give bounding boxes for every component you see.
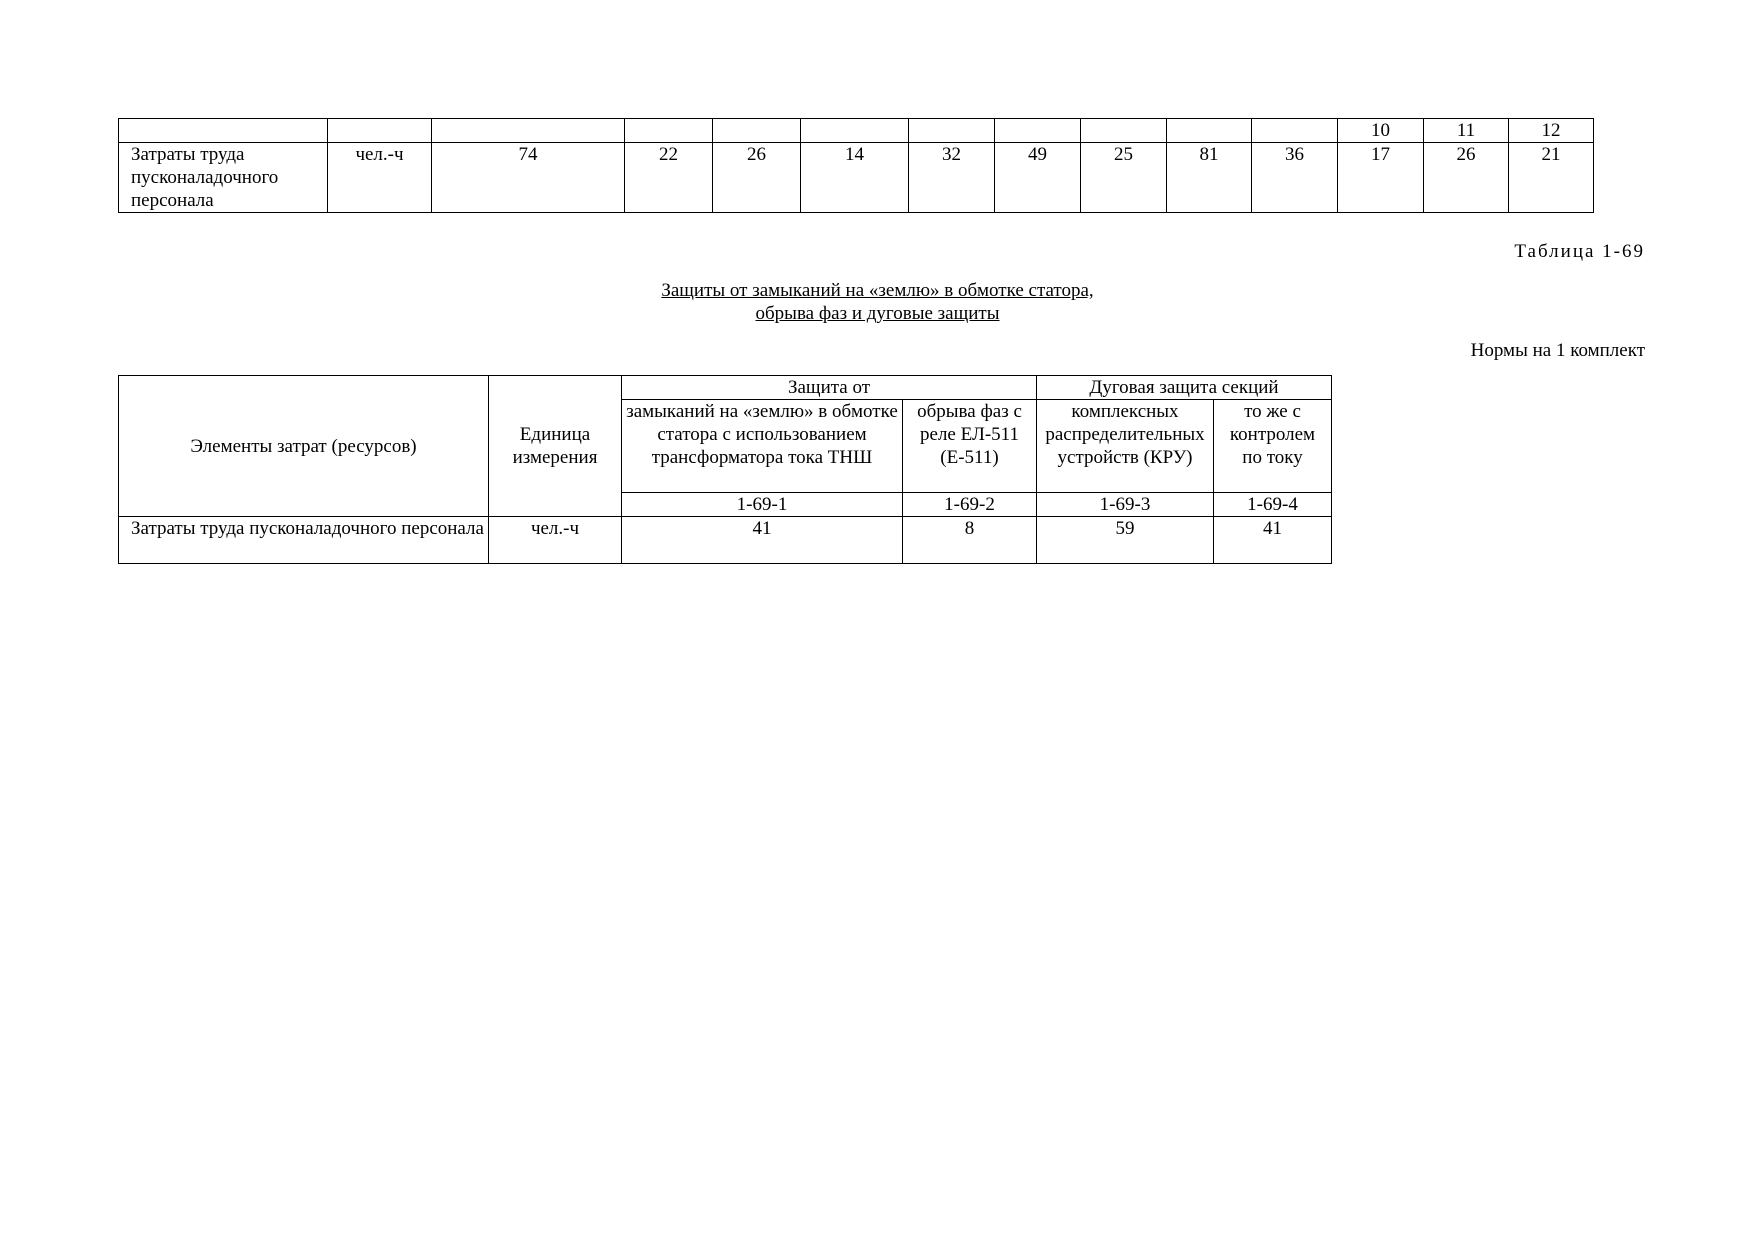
group-header-arc-protection: Дуговая защита секций <box>1037 376 1332 400</box>
header-cell <box>995 119 1081 143</box>
table-title <box>0 279 1755 325</box>
value-cell: 25 <box>1081 143 1167 213</box>
table-number: Таблица 1-69 <box>1514 241 1645 262</box>
header-cell <box>625 119 713 143</box>
value-cell: 26 <box>713 143 801 213</box>
header-cell <box>909 119 995 143</box>
norms-note: Нормы на 1 комплект <box>1470 340 1645 361</box>
row-label: Затраты труда пусконаладочного персонала <box>119 143 328 213</box>
table-row <box>119 517 1332 564</box>
value-cell: 74 <box>432 143 625 213</box>
value-cell: 41 <box>1214 517 1332 564</box>
row-label: Затраты труда пусконаладочного персонала <box>119 517 489 564</box>
row-unit: чел.-ч <box>489 517 622 564</box>
value-cell: 14 <box>801 143 909 213</box>
group-header-protection: Защита от <box>622 376 1037 400</box>
table-header-row <box>119 376 1332 400</box>
header-cell <box>1167 119 1252 143</box>
header-cell <box>328 119 432 143</box>
table-row <box>119 143 1594 213</box>
value-cell: 81 <box>1167 143 1252 213</box>
norms-table <box>118 375 1332 564</box>
norm-code: 1-69-3 <box>1037 493 1214 517</box>
value-cell: 21 <box>1509 143 1594 213</box>
header-cell: 10 <box>1338 119 1424 143</box>
header-cell <box>119 119 328 143</box>
value-cell: 17 <box>1338 143 1424 213</box>
column-header: обрыва фаз с реле ЕЛ-511 (Е-511) <box>903 400 1037 493</box>
column-header-unit: Единица измерения <box>489 376 622 517</box>
header-cell <box>713 119 801 143</box>
value-cell: 36 <box>1252 143 1338 213</box>
table-title-line: обрыва фаз и дуговые защиты <box>755 303 1000 324</box>
header-cell: 12 <box>1509 119 1594 143</box>
value-cell: 26 <box>1424 143 1509 213</box>
continuation-table <box>118 118 1594 213</box>
norm-code: 1-69-4 <box>1214 493 1332 517</box>
header-cell: 11 <box>1424 119 1509 143</box>
header-cell <box>1081 119 1167 143</box>
norm-code: 1-69-2 <box>903 493 1037 517</box>
row-unit: чел.-ч <box>328 143 432 213</box>
value-cell: 59 <box>1037 517 1214 564</box>
value-cell: 49 <box>995 143 1081 213</box>
column-header: замыканий на «землю» в обмотке статора с использованием трансформатора тока ТНШ <box>622 400 903 493</box>
value-cell: 41 <box>622 517 903 564</box>
table-title-line: Защиты от замыканий на «землю» в обмотке статора, <box>661 280 1094 301</box>
value-cell: 22 <box>625 143 713 213</box>
column-header: комплексных распределительных устройств (КРУ) <box>1037 400 1214 493</box>
column-header-elements: Элементы затрат (ресурсов) <box>119 376 489 517</box>
column-header: то же с контролем по току <box>1214 400 1332 493</box>
header-cell <box>432 119 625 143</box>
value-cell: 8 <box>903 517 1037 564</box>
value-cell: 32 <box>909 143 995 213</box>
header-cell <box>801 119 909 143</box>
norm-code: 1-69-1 <box>622 493 903 517</box>
header-cell <box>1252 119 1338 143</box>
column-number-row <box>119 119 1594 143</box>
